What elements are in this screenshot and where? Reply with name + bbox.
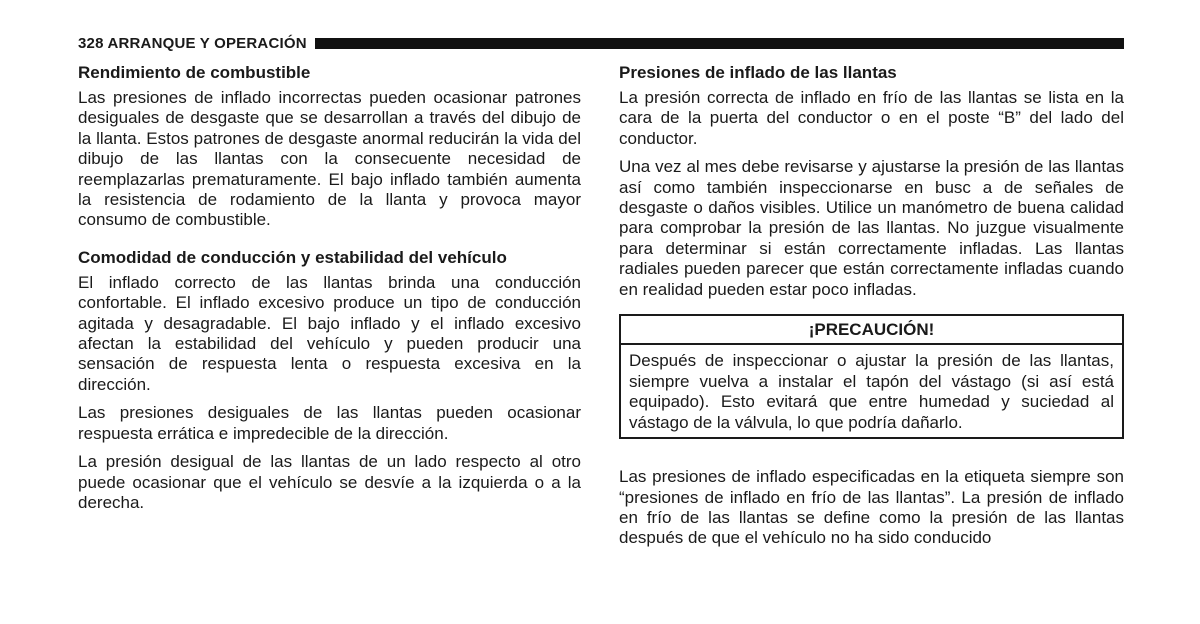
caution-body [621,345,1122,437]
paragraph-ride-comfort-3: La presión desigual de las llantas de un lado respecto al otro puede ocasionar que el vehículo se desvíe a la izquierda o a la derecha. [78,452,581,512]
heading-ride-comfort: Comodidad de conducción y estabilidad del vehículo [78,247,507,267]
paragraph-cold-pressure: Las presiones de inflado especificadas en la etiqueta siempre son “presiones de inflado en frío de las llantas”. La presión de inflado en frío de las llantas se define como la presión de las llantas después de que el vehículo no ha sido conducido [619,467,1124,548]
paragraph-tire-pressures-1: La presión correcta de inflado en frío de las llantas se lista en la cara de la puerta del conductor o en el poste “B” del lado del conductor. [619,88,1124,148]
page-label: 328 ARRANQUE Y OPERACIÓN [78,34,307,52]
paragraph-tire-pressures-2: Una vez al mes debe revisarse y ajustarse la presión de las llantas así como también inspeccionarse en busc a de señales de desgaste o daños visibles. Utilice un manómetro de buena calidad para comprobar la presión de las llantas. No juzgue visualmente para determinar si están correctamente infladas. Las llantas radiales pueden parecer que están correctamente infladas cuando en realidad pueden estar poco infladas. [619,157,1124,299]
caution-title: ¡PRECAUCIÓN! [621,316,1122,345]
heading-tire-pressures: Presiones de inflado de las llantas [619,63,897,82]
caution-box [619,314,1124,439]
paragraph-ride-comfort-1: El inflado correcto de las llantas brinda una conducción confortable. El inflado excesivo produce un tipo de conducción agitada y desagradable. El bajo inflado y el inflado excesivo afectan la estabilidad del vehículo y pueden producir una sensación de respuesta lenta o respuesta excesiva en la dirección. [78,272,581,394]
caution-text: Después de inspeccionar o ajustar la presión de las llantas, siempre vuelva a instalar el tapón del vástago (si así está equipado). Esto evitará que entre humedad y suciedad al vástago de la válvula, lo que podría dañarlo. [629,351,1114,432]
right-column [619,62,1124,557]
left-column [78,62,581,521]
paragraph-fuel-economy: Las presiones de inflado incorrectas pueden ocasionar patrones desiguales de desgaste que se desarrollan a través del dibujo de la llanta. Estos patrones de desgaste anormal reducirán la vida del dibujo de las llantas con la consecuente necesidad de reemplazarlas prematuramente. El bajo inflado también aumenta la resistencia de rodamiento de la llanta y provoca mayor consumo de combustible. [78,88,581,230]
heading-fuel-economy: Rendimiento de combustible [78,63,311,82]
paragraph-ride-comfort-2: Las presiones desiguales de las llantas pueden ocasionar respuesta errática e impredecible de la dirección. [78,403,581,443]
header-rule [315,38,1124,49]
page-header [78,33,1124,53]
